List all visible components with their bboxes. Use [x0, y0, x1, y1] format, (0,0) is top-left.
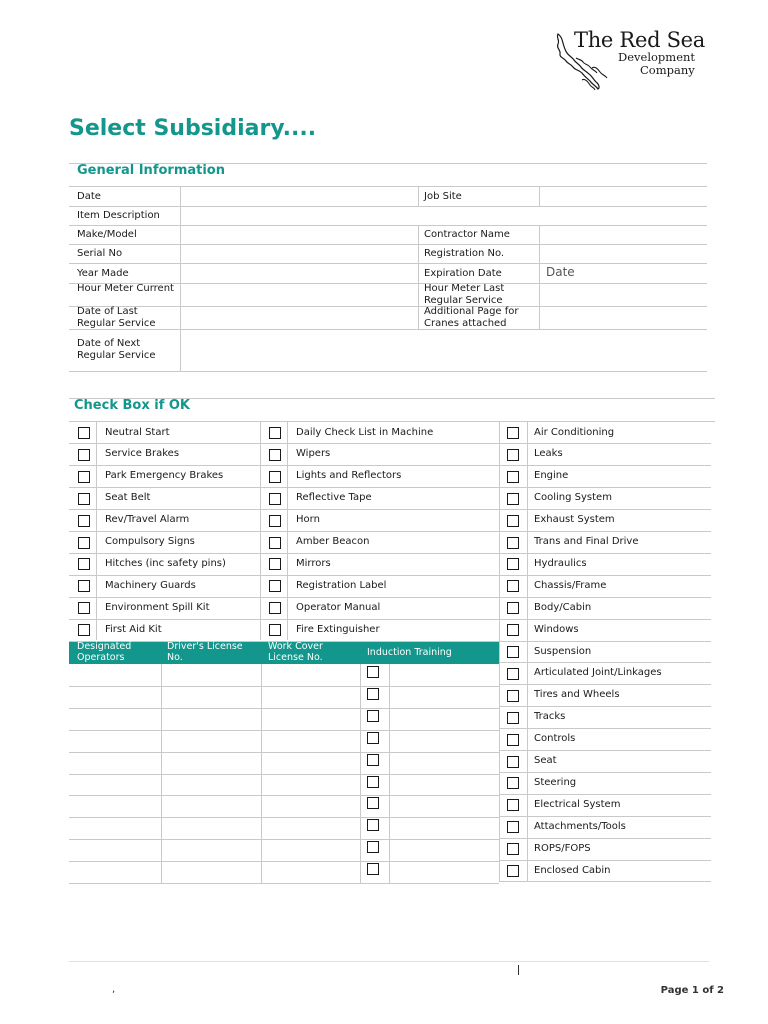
- row-divider: [499, 728, 711, 729]
- checklist-item-label: Hitches (inc safety pins): [105, 557, 226, 569]
- drivers-license-field[interactable]: [163, 709, 260, 729]
- year-made-label: Year Made: [77, 268, 129, 279]
- checklist-item-label: Seat: [534, 755, 557, 766]
- page-title[interactable]: Select Subsidiary....: [69, 116, 317, 141]
- drivers-license-field[interactable]: [163, 818, 260, 838]
- work-cover-license-field[interactable]: [263, 687, 359, 707]
- checklist-item-label: Daily Check List in Machine: [296, 426, 434, 438]
- checkbox[interactable]: [269, 471, 281, 483]
- checklist-item-label: Mirrors: [296, 557, 331, 569]
- row-divider: [499, 816, 711, 817]
- job-site-label: Job Site: [424, 191, 462, 202]
- date-field[interactable]: [182, 187, 417, 205]
- checkbox[interactable]: [507, 712, 519, 724]
- page-number: Page 1 of 2: [660, 985, 724, 996]
- operator-name-field[interactable]: [70, 862, 160, 882]
- operator-name-field[interactable]: [70, 753, 160, 773]
- checkbox[interactable]: [78, 471, 90, 483]
- drivers-license-field[interactable]: [163, 862, 260, 882]
- checklist-item-label: Steering: [534, 776, 577, 788]
- induction-training-checkbox[interactable]: [367, 797, 379, 809]
- checklist-item-label: Cooling System: [534, 492, 612, 504]
- row-divider: [499, 772, 711, 773]
- hour-meter-last-field[interactable]: [541, 284, 706, 305]
- checkbox[interactable]: [78, 493, 90, 505]
- checkbox[interactable]: [507, 668, 519, 680]
- work-cover-license-field[interactable]: [263, 796, 359, 816]
- checklist-item-label: Attachments/Tools: [534, 820, 626, 832]
- checkbox[interactable]: [269, 493, 281, 505]
- checkbox[interactable]: [507, 515, 519, 527]
- operator-name-field[interactable]: [70, 775, 160, 795]
- checkbox[interactable]: [269, 624, 281, 636]
- serial-no-field[interactable]: [182, 245, 417, 262]
- checklist-item-label: Chassis/Frame: [534, 579, 607, 591]
- checklist-item-label: Leaks: [534, 448, 563, 460]
- row-divider: [499, 662, 711, 663]
- date-last-service-label: Date of Last Regular Service: [77, 306, 156, 329]
- date-last-service-field[interactable]: [182, 307, 417, 328]
- header-work-cover-license: Work Cover License No.: [268, 641, 323, 663]
- induction-training-checkbox[interactable]: [367, 666, 379, 678]
- checklist-item-label: Suspension: [534, 645, 592, 657]
- checklist-item-label: Reflective Tape: [296, 492, 372, 504]
- row-divider: [69, 553, 711, 554]
- checklist-item-label: Enclosed Cabin: [534, 864, 611, 876]
- checkbox[interactable]: [507, 843, 519, 855]
- checklist-item-label: Rev/Travel Alarm: [105, 514, 190, 526]
- induction-training-checkbox[interactable]: [367, 819, 379, 831]
- header-drivers-license: Driver's License No.: [167, 641, 243, 663]
- row-divider: [69, 619, 711, 620]
- checklist-item-label: Amber Beacon: [296, 536, 370, 547]
- work-cover-license-field[interactable]: [263, 709, 359, 729]
- operator-name-field[interactable]: [70, 840, 160, 860]
- row-divider: [499, 684, 711, 685]
- logo-line-2: Development: [618, 50, 696, 64]
- checkbox[interactable]: [507, 624, 519, 636]
- checklist-item-label: Trans and Final Drive: [534, 536, 639, 547]
- checkbox[interactable]: [507, 537, 519, 549]
- col-divider: [287, 421, 288, 640]
- checklist-item-label: Seat Belt: [105, 492, 151, 504]
- drivers-license-field[interactable]: [163, 796, 260, 816]
- col-divider: [96, 421, 97, 640]
- operator-name-field[interactable]: [70, 709, 160, 729]
- row-divider: [69, 509, 711, 510]
- work-cover-license-field[interactable]: [263, 862, 359, 882]
- col-divider: [260, 421, 261, 640]
- operator-name-field[interactable]: [70, 731, 160, 751]
- date-next-service-field[interactable]: [182, 330, 706, 370]
- drivers-license-field[interactable]: [163, 775, 260, 795]
- operator-name-field[interactable]: [70, 796, 160, 816]
- checklist-item-label: Environment Spill Kit: [105, 601, 210, 613]
- checklist-item-label: First Aid Kit: [105, 623, 162, 635]
- col-divider: [418, 186, 419, 206]
- checklist-item-label: Horn: [296, 514, 320, 526]
- checkbox[interactable]: [269, 580, 281, 592]
- checklist-item-label: Articulated Joint/Linkages: [534, 667, 662, 679]
- checklist-item-label: Electrical System: [534, 798, 621, 810]
- expiration-date-picker[interactable]: Date: [546, 265, 575, 279]
- col-divider: [527, 421, 528, 881]
- work-cover-license-field[interactable]: [263, 731, 359, 751]
- checklist-item-label: Air Conditioning: [534, 426, 615, 438]
- footer-rule: [69, 961, 709, 962]
- job-site-field[interactable]: [541, 187, 706, 205]
- table-row-divider: [69, 883, 499, 884]
- company-logo: [552, 28, 722, 94]
- cranes-page-field[interactable]: [541, 307, 706, 328]
- checkbox[interactable]: [507, 777, 519, 789]
- row-divider: [69, 531, 711, 532]
- drivers-license-field[interactable]: [163, 731, 260, 751]
- drivers-license-field[interactable]: [163, 840, 260, 860]
- checklist-item-label: Exhaust System: [534, 514, 615, 526]
- checkbox[interactable]: [269, 515, 281, 527]
- checkbox[interactable]: [507, 558, 519, 570]
- item-description-label: Item Description: [77, 210, 160, 221]
- checkbox[interactable]: [507, 449, 519, 461]
- row-divider: [499, 838, 711, 839]
- work-cover-license-field[interactable]: [263, 775, 359, 795]
- checkbox[interactable]: [78, 558, 90, 570]
- checklist-item-label: ROPS/FOPS: [534, 842, 591, 854]
- drivers-license-field[interactable]: [163, 753, 260, 773]
- header-designated-operators: Designated Operators: [77, 641, 132, 663]
- checklist-item-label: Hydraulics: [534, 557, 587, 569]
- checklist-item-label: Engine: [534, 470, 569, 482]
- col-divider: [180, 186, 181, 371]
- operator-name-field[interactable]: [70, 665, 160, 685]
- text-cursor: [518, 965, 519, 975]
- checklist-item-label: Windows: [534, 623, 579, 635]
- drivers-license-field[interactable]: [163, 665, 260, 685]
- checkbox[interactable]: [507, 602, 519, 614]
- operator-name-field[interactable]: [70, 818, 160, 838]
- checkbox[interactable]: [507, 865, 519, 877]
- checklist-item-label: Wipers: [296, 448, 331, 460]
- general-info-heading: General Information: [77, 163, 225, 178]
- checklist-item-label: Lights and Reflectors: [296, 470, 402, 482]
- registration-no-label: Registration No.: [424, 248, 505, 259]
- checklist-item-label: Registration Label: [296, 579, 387, 591]
- contractor-name-field[interactable]: [541, 226, 706, 243]
- operator-name-field[interactable]: [70, 687, 160, 707]
- cranes-page-label: Additional Page for Cranes attached: [424, 306, 519, 329]
- work-cover-license-field[interactable]: [263, 753, 359, 773]
- work-cover-license-field[interactable]: [263, 840, 359, 860]
- induction-training-checkbox[interactable]: [367, 841, 379, 853]
- checkbox[interactable]: [269, 558, 281, 570]
- checkbox[interactable]: [507, 799, 519, 811]
- row-divider: [499, 881, 711, 882]
- induction-training-checkbox[interactable]: [367, 776, 379, 788]
- header-induction-training: Induction Training: [367, 647, 452, 658]
- checkbox[interactable]: [507, 580, 519, 592]
- checkbox[interactable]: [78, 427, 90, 439]
- checklist-item-label: Fire Extinguisher: [296, 623, 380, 635]
- make-model-field[interactable]: [182, 226, 417, 243]
- row-divider: [69, 575, 711, 576]
- year-made-field[interactable]: [182, 264, 417, 282]
- col-divider: [499, 421, 500, 881]
- checkbox[interactable]: [78, 602, 90, 614]
- contractor-name-label: Contractor Name: [424, 229, 510, 240]
- row-divider: [69, 421, 715, 422]
- checklist-item-label: Service Brakes: [105, 448, 180, 460]
- checklist-item-label: Operator Manual: [296, 601, 381, 613]
- checklist-item-label: Controls: [534, 733, 576, 745]
- make-model-label: Make/Model: [77, 229, 137, 240]
- checkbox[interactable]: [507, 821, 519, 833]
- col-divider: [418, 225, 419, 329]
- work-cover-license-field[interactable]: [263, 818, 359, 838]
- checkbox-heading: Check Box if OK: [74, 398, 191, 413]
- row-divider: [69, 371, 707, 372]
- checkbox[interactable]: [269, 427, 281, 439]
- item-description-field[interactable]: [182, 207, 706, 224]
- induction-training-checkbox[interactable]: [367, 688, 379, 700]
- checklist-item-label: Machinery Guards: [105, 579, 196, 591]
- checkbox[interactable]: [78, 580, 90, 592]
- hour-meter-current-field[interactable]: [182, 284, 417, 305]
- checklist-item-label: Tires and Wheels: [534, 689, 620, 701]
- row-divider: [69, 443, 711, 444]
- row-divider: [69, 465, 711, 466]
- checkbox[interactable]: [78, 537, 90, 549]
- registration-no-field[interactable]: [541, 245, 706, 262]
- checkbox[interactable]: [269, 537, 281, 549]
- checkbox[interactable]: [507, 690, 519, 702]
- checkbox[interactable]: [507, 493, 519, 505]
- induction-training-checkbox[interactable]: [367, 863, 379, 875]
- induction-training-checkbox[interactable]: [367, 754, 379, 766]
- logo-line-1: The Red Sea: [574, 28, 706, 52]
- row-divider: [499, 750, 711, 751]
- work-cover-license-field[interactable]: [263, 665, 359, 685]
- date-label: Date: [77, 191, 101, 202]
- footer-comma: ,: [112, 984, 116, 995]
- serial-no-label: Serial No: [77, 248, 123, 259]
- checkbox[interactable]: [507, 734, 519, 746]
- col-divider: [539, 225, 540, 329]
- drivers-license-field[interactable]: [163, 687, 260, 707]
- checkbox[interactable]: [78, 624, 90, 636]
- logo-line-3: Company: [640, 63, 695, 77]
- row-divider: [69, 597, 711, 598]
- checklist-item-label: Neutral Start: [105, 426, 170, 438]
- date-next-service-label: Date of Next Regular Service: [77, 338, 156, 361]
- checklist-item-label: Tracks: [534, 711, 566, 723]
- row-divider: [499, 794, 711, 795]
- hour-meter-last-label: Hour Meter Last Regular Service: [424, 283, 505, 306]
- checklist-item-label: Body/Cabin: [534, 601, 592, 613]
- checklist-item-label: Compulsory Signs: [105, 536, 195, 547]
- induction-training-checkbox[interactable]: [367, 732, 379, 744]
- row-divider: [69, 487, 711, 488]
- col-divider: [539, 186, 540, 206]
- checkbox[interactable]: [78, 449, 90, 461]
- checkbox[interactable]: [269, 602, 281, 614]
- checkbox[interactable]: [269, 449, 281, 461]
- row-divider: [499, 706, 711, 707]
- checkbox[interactable]: [507, 646, 519, 658]
- row-divider: [499, 860, 711, 861]
- checklist-item-label: Park Emergency Brakes: [105, 470, 224, 482]
- expiration-date-label: Expiration Date: [424, 268, 502, 279]
- induction-training-checkbox[interactable]: [367, 710, 379, 722]
- checkbox[interactable]: [507, 756, 519, 768]
- checkbox[interactable]: [78, 515, 90, 527]
- hour-meter-current-label: Hour Meter Current: [77, 283, 174, 294]
- checkbox[interactable]: [507, 471, 519, 483]
- checkbox[interactable]: [507, 427, 519, 439]
